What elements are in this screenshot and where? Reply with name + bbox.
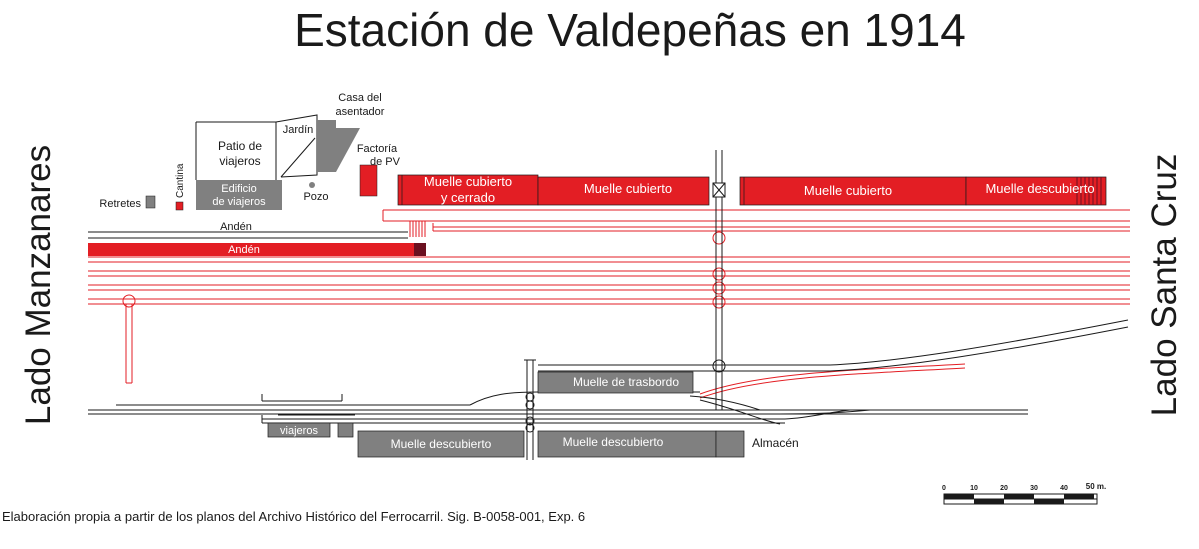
- track-line: [830, 320, 1128, 365]
- muelle-descubierto-b2-label: Muelle descubierto: [562, 435, 664, 449]
- scale-tick-label: 20: [1000, 485, 1008, 492]
- casa-del-asentador: [317, 120, 336, 172]
- pozo-label: Pozo: [303, 191, 329, 203]
- anden-red-label: Andén: [228, 244, 260, 256]
- track-line: [760, 410, 870, 414]
- muelle-cubierto-2-label: Muelle cubierto: [803, 183, 893, 198]
- track-line: [700, 364, 965, 394]
- scale-tick-label: 50 m.: [1085, 482, 1107, 491]
- turntable-symbol: [123, 295, 135, 307]
- scale-tick-label: 40: [1060, 485, 1068, 492]
- muelle-trasbordo-label: Muelle de trasbordo: [572, 375, 680, 389]
- turntable-symbol: [713, 232, 725, 244]
- pozo-symbol: [309, 182, 315, 188]
- source-caption: Elaboración propia a partir de los planos del Archivo Histórico del Ferrocarril. Sig. B-0058-001, Exp. 6: [2, 509, 586, 524]
- muelle-cc-label-2: y cerrado: [440, 190, 496, 205]
- jardin-label: Jardín: [282, 124, 314, 136]
- cantina-label: Cantina: [175, 163, 186, 198]
- track-line: [830, 327, 1128, 371]
- casa-label-2: asentador: [335, 106, 385, 118]
- scale-segment: [1004, 494, 1034, 499]
- page-title: Estación de Valdepeñas en 1914: [294, 4, 966, 56]
- jardin-diagonal: [281, 138, 315, 177]
- muelle-descubierto-b1-label: Muelle descubierto: [390, 437, 492, 451]
- almacen-label: Almacén: [752, 436, 799, 450]
- scale-segment: [974, 499, 1004, 504]
- muelle-cubierto-1-label: Muelle cubierto: [583, 181, 673, 196]
- small-building: [338, 423, 353, 437]
- edificio-label-1: Edificio: [221, 183, 257, 195]
- scale-segment: [944, 494, 974, 499]
- cantina-building: [176, 202, 183, 210]
- turntable-symbol: [713, 268, 725, 280]
- scale-segment: [1034, 499, 1064, 504]
- anden-top-label: Andén: [220, 221, 252, 233]
- muelle-cc-label-1: Muelle cubierto: [423, 174, 513, 189]
- almacen-building: [716, 431, 744, 457]
- turntable-symbol: [713, 296, 725, 308]
- turntable-symbol: [713, 360, 725, 372]
- side-label-right: Lado Santa Cruz: [1145, 153, 1184, 417]
- side-label-left: Lado Manzanares: [19, 144, 58, 426]
- turntable-symbol: [713, 282, 725, 294]
- scale-segment: [1064, 494, 1094, 499]
- scale-tick-label: 0: [942, 485, 946, 492]
- patio-label-2: viajeros: [219, 154, 261, 168]
- edificio-label-2: de viajeros: [212, 196, 266, 208]
- scale-tick-label: 10: [970, 485, 978, 492]
- viajeros-bottom-label: viajeros: [280, 425, 318, 437]
- scale-tick-label: 30: [1030, 485, 1038, 492]
- factoria-de-pv: [360, 165, 377, 196]
- scale-bar: [942, 482, 1106, 504]
- anden-red-end: [414, 243, 426, 256]
- muelle-descubierto-top-label: Muelle descubierto: [985, 181, 1095, 196]
- casa-label-1: Casa del: [338, 92, 382, 104]
- anden-stairs: [410, 221, 425, 237]
- factoria-label-2: de PV: [370, 156, 400, 168]
- retretes-building: [146, 196, 155, 208]
- red-docks: [398, 174, 1106, 205]
- factoria-label-1: Factoría: [356, 143, 398, 155]
- patio-label-1: Patio de: [217, 139, 263, 153]
- retretes-label: Retretes: [99, 198, 141, 210]
- passenger-area: [99, 92, 400, 210]
